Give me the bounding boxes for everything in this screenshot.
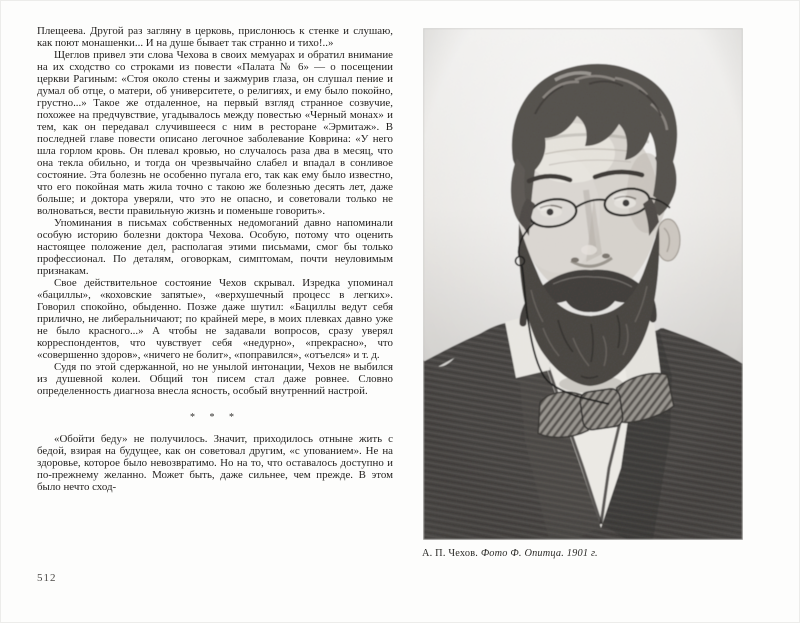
- page-number: 512: [37, 572, 57, 584]
- paragraph: Щеглов привел эти слова Чехова в своих мемуарах и обратил внимание на их сходство со строками из повести «Палата № 6» — о посещении церкви Рагиным: «Стоя около стены и зажмурив глаза, он слушал пение и думал об отце, о матери, об университете, о религиях, и ему было покойно, грустно...» Такое же отдаленное, на первый взгляд странное созвучие, похожее на предчувствие, угадывалось между повестью «Черный монах» и тем, как он передавал случившееся с ним в ресторане «Эрмитаж». В последней главе повести описано легочное заболевание Коврина: «У него шла горлом кровь. Он плевал кровью, но случалось раза два в месяц, что она текла обильно, и тогда он чрезвычайно слабел и впадал в сонливое состояние. Эта болезнь не особенно пугала его, так как ему было известно, что его покойная мать жила точно с такою же болезнью десять лет, даже больше; и доктора уверяли, что это не опасно, и советовали только не волноваться, вести правильную жизнь и поменьше говорить».: [37, 49, 393, 217]
- paragraph: Свое действительное состояние Чехов скрывал. Изредка упоминал «бациллы», «коховские запятые», «верхушечный процесс в легких». Говорил спокойно, обыденно. Позже даже шутил: «Бациллы ведут себя прилично, не либеральничают; по крайней мере, в моих плевках давно уже не было красного...» А чтобы не задавали вопросов, сразу уверял корреспондентов, что чувствует себя «недурно», «прекрасно», что «совершенно здоров», «ничего не болит», «поправился», «отъелся» и т. д.: [37, 277, 393, 361]
- paragraph: Судя по этой сдержанной, но не унылой интонации, Чехов не выбился из душевной колеи. Общий тон писем стал даже ровнее. Словно определенность диагноза внесла ясность, особый внутренний настрой.: [37, 361, 393, 397]
- chekhov-portrait-photo: [423, 28, 743, 540]
- caption-credit: Фото Ф. Опитца. 1901 г.: [480, 548, 598, 559]
- portrait-illustration: [423, 28, 743, 540]
- section-separator-asterisks: * * *: [190, 412, 240, 423]
- paragraph: Плещеева. Другой раз загляну в церковь, прислонюсь к стенке и слушаю, как поют монашенки... И на душе бывает так странно и тихо!..»: [37, 25, 393, 49]
- photo-caption: [422, 548, 752, 559]
- left-page-text-column: [37, 25, 393, 493]
- paragraph: Упоминания в письмах собственных недомоганий давно напоминали особую историю болезни доктора Чехова. Особую, потому что оценить настоящее положение дел, располагая этими письмами, смог бы только профессионал. По деталям, оговоркам, симптомам, почти неуловимым признакам.: [37, 217, 393, 277]
- paragraph: «Обойти беду» не получилось. Значит, приходилось отныне жить с бедой, взирая на будущее, как он советовал другим, «с упованием». Не на здоровье, которое было невозвратимо. Но на то, что оставалось доступно и по-прежнему желанно. Может быть, даже сильнее, чем прежде. В этом было нечто сход-: [37, 433, 393, 493]
- caption-subject: А. П. Чехов.: [422, 548, 479, 559]
